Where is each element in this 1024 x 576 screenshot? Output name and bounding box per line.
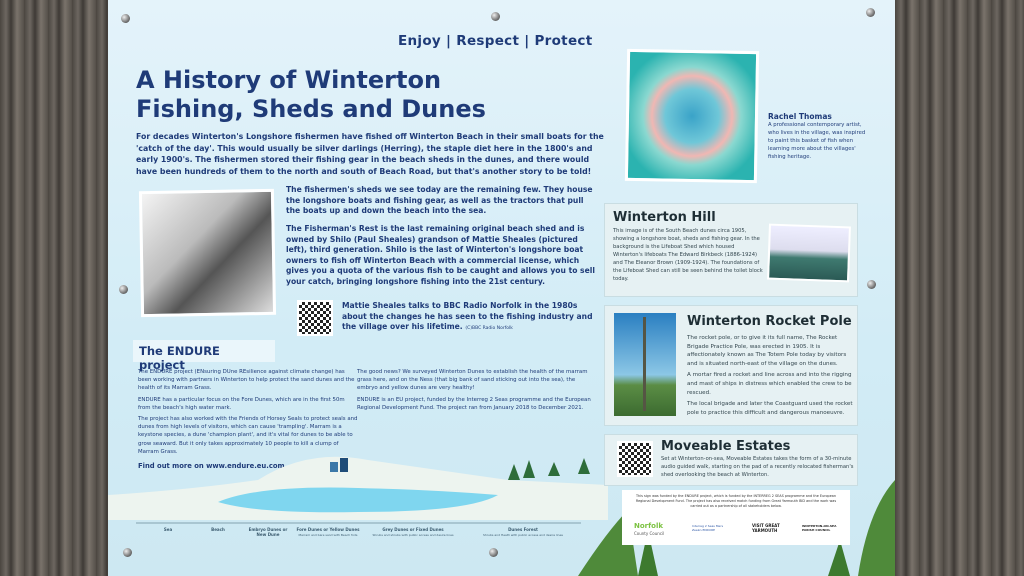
panel-text: The rocket pole, or to give it its full name, The Rocket Brigade Practice Pole, was erected in 1905. It is affectionately known as The Totem Pole today by visitors and is situated north-east of the village on the dunes.: [687, 335, 847, 367]
logo-county-council: County Council: [634, 531, 665, 536]
screw-icon: [123, 548, 132, 557]
endure-paragraph: The good news? We surveyed Winterton Dunes to establish the health of the marram grass here, and on the Ness (that big bank of sand sticking out into the sea), the embryo and yellow dunes are very healthy!: [357, 369, 588, 392]
logo-norfolk: Norfolk: [634, 522, 664, 530]
endure-column-2: [357, 368, 597, 412]
fish-basket-painting: [625, 49, 759, 183]
sheds-paragraph-1: The fishermen's sheds we see today are the remaining few. They house the longshore boats and fishing gear, as well as the tractors that pull the boats up and down the beach into the sea.: [286, 185, 593, 216]
south-beach-photo: [767, 224, 851, 283]
audio-text: Mattie Sheales talks to BBC Radio Norfolk in the 1980s about the changes he has seen to the fishing industry and the village over his lifetime.: [342, 301, 593, 332]
wood-post-right: [895, 0, 1024, 576]
qr-code-bbc-audio[interactable]: [297, 300, 333, 336]
winterton-hill-panel: [604, 203, 858, 297]
norfolk-logo: [634, 523, 664, 537]
parish-council-logo: WINTERTON-ON-SEA PARISH COUNCIL: [802, 524, 837, 532]
scale-sub: Marram and bare sand with Beach fods: [298, 533, 358, 537]
scale-label: Grey Dunes or Fixed Dunes: [382, 527, 444, 532]
scale-sub: Shrubs and shrubs with public access and desire lines: [372, 533, 454, 537]
panel-text: A mortar fired a rocket and line across and into the rigging and mast of ships in distress which enabled the crew to be rescued.: [687, 372, 852, 396]
scale-label: Embryo Dunes or New Dune: [248, 527, 288, 537]
audio-description: [342, 301, 594, 335]
artist-bio: A professional contemporary artist, who lives in the village, was inspired to paint this basket of fish when learning more about the villages' fishing heritage.: [768, 122, 866, 160]
information-sign: [108, 0, 895, 576]
panel-title: Moveable Estates: [661, 439, 791, 454]
wood-post-left: [0, 0, 108, 576]
endure-paragraph: The project has also worked with the Friends of Horsey Seals to protect seals and dunes from high levels of visitors, which can cause 'trampling'. Marram is a keystone species, a dune 'champion plant', and it's vital for dunes to be able to grow seaward. But it only takes approximately 10 people to kill a clump of Marram Grass.: [138, 416, 358, 455]
intro-paragraph: For decades Winterton's Longshore fishermen have fished off Winterton Beach in their small boats for the 'catch of the day'. This would usually be silver darlings (Herring), the staple diet here in the 1800's and early 1900's. The fishermen stored their fishing gear in the beach sheds in the dunes, and there would have been hundreds of them to the north and south of Beach Road, but that's another story to be told!: [136, 132, 604, 176]
rocket-pole-photo: [614, 313, 676, 416]
audio-credit: (C)BBC Radio Norfolk: [465, 326, 513, 332]
endure-title: The ENDURE project: [133, 340, 275, 362]
panel-title: Winterton Hill: [613, 210, 716, 225]
qr-code-moveable-estates[interactable]: [617, 441, 653, 477]
title-line-1: A History of Winterton: [136, 66, 442, 94]
mattie-sheales-photo: [139, 189, 276, 317]
endure-paragraph: ENDURE is an EU project, funded by the Interreg 2 Seas programme and the European Regional Development Fund. The project ran from January 2018 to December 2021.: [357, 396, 591, 411]
endure-link[interactable]: Find out more on www.endure.eu.com: [138, 462, 285, 471]
scale-label: Dunes Forest: [508, 527, 538, 532]
page-title: [136, 66, 486, 124]
visit-great-yarmouth-logo: VISIT GREAT YARMOUTH: [752, 523, 780, 533]
moveable-estates-panel: [604, 434, 858, 486]
sheds-paragraph-2: The Fisherman's Rest is the last remaining original beach shed and is owned by Shilo (Paul Sheales) grandson of Mattie Sheales (pictured left), third generation. Shilo is the last of Winterton's longshore boat owners to fish off Winterton Beach with a commercial license, which gives you a quota of the various fish to be caught and allows you to sell your catch, bringing longshore fishing into the 21st century.: [286, 224, 595, 286]
tagline: Enjoy | Respect | Protect: [398, 33, 593, 49]
panel-text: This image is of the South Beach dunes circa 1905, showing a longshore boat, sheds and fishing gear. In the background is the Lifeboat Shed which housed Winterton's lifeboats The Edward Birkbeck (1886-1924) and The Eleanor Brown (1909-1924). The foundations of the Lifeboat Shed can still be seen behind the toilet block today.: [613, 228, 763, 282]
rocket-pole-panel: [604, 305, 858, 426]
dune-scale-labels: [108, 527, 608, 547]
endure-paragraph: ENDURE has a particular focus on the Fore Dunes, which are in the first 50m from the beach's high water mark.: [138, 396, 345, 411]
funding-text: This sign was funded by the ENDURE project, which is funded by the INTERREG 2 SEAS programme and the European Regional Development Fund. The project has also received match funding from Great Yarmouth BID and the work was carried out as a partnership of all stakeholders below.: [635, 494, 837, 508]
scale-label: Sea: [163, 527, 173, 532]
scale-ruler: [108, 520, 608, 526]
panel-text: Set at Winterton-on-sea, Moveable Estates takes the form of a 30-minute audio guided walk, starting on the pad of a recently relocated fisherman's shed overlooking the beach at Winterton.: [661, 456, 854, 478]
screw-icon: [121, 14, 130, 23]
screw-icon: [491, 12, 500, 21]
screw-icon: [866, 8, 875, 17]
endure-paragraph: The ENDURE project (ENsuring DUne REsilience against climate change) has been working with partners in Winterton to help protect the sand dunes and the health of its Marram Grass.: [138, 369, 355, 392]
scale-label: Beach: [211, 527, 225, 532]
title-line-2: Fishing, Sheds and Dunes: [136, 95, 486, 123]
artist-info: [768, 112, 866, 161]
dune-illustration: [108, 440, 608, 520]
scale-sub: Shrubs and Heath with public access and desire lines: [483, 533, 563, 537]
screw-icon: [489, 548, 498, 557]
artist-name: Rachel Thomas: [768, 112, 832, 121]
screw-icon: [119, 285, 128, 294]
funding-panel: [622, 490, 850, 545]
panel-title: Winterton Rocket Pole: [687, 314, 852, 329]
scale-label: Fore Dunes or Yellow Dunes: [296, 527, 360, 532]
interreg-logo: Interreg 2 Seas Mers Zeeën ENDURE: [692, 524, 724, 532]
panel-text: The local brigade and later the Coastguard used the rocket pole to practice this difficult and dangerous manoeuvre.: [687, 401, 853, 416]
screw-icon: [867, 280, 876, 289]
